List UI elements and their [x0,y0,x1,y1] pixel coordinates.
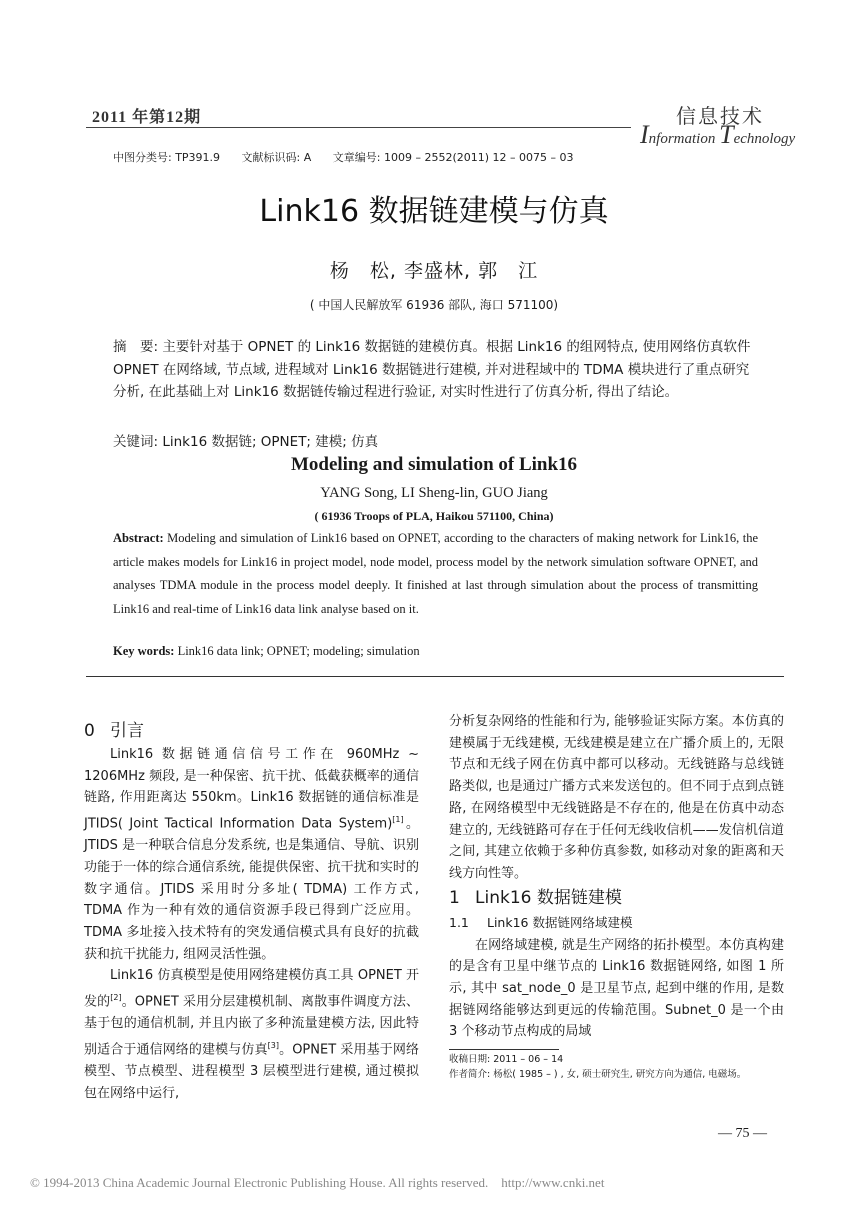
citation-ref: [1] [392,815,404,825]
keywords-en [113,644,420,659]
section-title: Link16 数据链建模 [475,887,622,908]
paragraph [84,744,419,965]
article-meta [113,149,592,165]
paper-title-en: Modeling and simulation of Link16 [290,454,578,475]
citation-ref: [3] [267,1040,279,1050]
abstract-en-text: Modeling and simulation of Link16 based on OPNET, according to the characters of making network for Link16, the article makes models for Link16 in project model, node model, process model by the network simulation software OPNET, and analyses TDMA module in the process model deeply. It finished at last through simulation about the process of transmitting Link16 and real-time of Link16 data link analyse based on it. [113,531,758,616]
paragraph-text: Link16 数据链通信信号工作在 960MHz ~ 1206MHz 频段, 是一种保密、抗干扰、低截获概率的通信链路, 作用距离达 550km。Link16 数据链的通信标准是 JTIDS( Joint Tactical Information Data System) [84,747,419,832]
page-number: — 75 — [718,1126,767,1141]
section-number: 1 [449,887,460,908]
affiliation-en-text: ( 61936 Troops of PLA, Haikou 571100, China) [314,509,554,523]
citation-ref: [2] [110,993,122,1003]
paragraph: 在网络域建模, 就是生产网络的拓扑模型。本仿真构建的是含有卫星中继节点的 Link16 数据链网络, 如图 1 所示, 其中 sat_node_0 是卫星节点, 起到中继的作用, 是数据链网络能够达到更远的传输范围。Subnet_0 是一个由 3 个移动节点构成的局域 [449,937,784,1040]
abstract-en-label: Abstract: [113,531,164,545]
paragraph-text: 。OPNET 采用基于网络模型、节点模型、进程模型 3 层模型进行建模, 通过模拟包在网络中运行, [84,1042,419,1101]
journal-name-cn: 信息技术 [676,104,764,128]
issue-label: 2011 年第12期 [92,109,202,126]
paragraph-text: Link16 仿真模型是使用网络建模仿真工具 OPNET 开发的 [84,968,419,1010]
footnote [449,1052,789,1082]
section-title: 引言 [110,721,144,741]
document-code: 文献标识码: A [241,151,312,164]
journal-name-en [640,120,795,150]
authors: 杨 松, 李盛林, 郭 江 [329,260,539,282]
author-bio: 作者简介: 杨松( 1985 – ) , 女, 硕士研究生, 研究方向为通信, 电磁场。 [449,1069,747,1080]
abstract-separator [86,676,784,677]
abstract-en [113,527,758,621]
abstract-cn: 摘 要: 主要针对基于 OPNET 的 Link16 数据链的建模仿真。根据 Link16 的组网特点, 使用网络仿真软件 OPNET 在网络域, 节点域, 进程域对 Link16 数据链进行建模, 并对进程域中的 TDMA 模块进行了重点研究分析, 在此基础上对 Link16 数据链传输过程进行验证, 对实时性进行了仿真分析, 得出了结论。 [113,339,751,400]
paper-title: Link16 数据链建模与仿真 [259,194,609,229]
paragraph: 分析复杂网络的性能和行为, 能够验证实际方案。本仿真的建模属于无线建模, 无线建模是建立在广播介质上的, 无限节点和无线子网在仿真中都可以移动。无线链路与总线链路类似, 也是通过广播方式来发送包的。但不同于点到点链路, 在网络模型中无线链路是不存在的, 他是在仿真中动态建立的, 无线链路可存在于任何无线收信机——发信机信道之间, 其建立依赖于多种仿真参数, 如移动对象的距离和天线方向性等。 [449,714,784,881]
affiliation-en [0,509,868,524]
affiliation: ( 中国人民解放军 61936 部队, 海口 571100) [309,298,559,312]
footnote-rule [449,1049,559,1050]
journal-en-rest-2: echnology [733,131,796,147]
subsection-number: 1.1 [449,914,469,930]
subsection-heading-1-1 [449,911,784,935]
header-rule [86,127,631,128]
right-column [449,711,784,1043]
paragraph [84,965,419,1104]
subsection-title: Link16 数据链网络域建模 [487,914,633,930]
keywords-en-label: Key words: [113,644,175,658]
authors-en: YANG Song, LI Sheng-lin, GUO Jiang [320,485,548,501]
journal-en-initial-2: T [719,120,734,149]
keywords-cn: 关键词: Link16 数据链; OPNET; 建模; 仿真 [113,434,379,450]
journal-en-initial-1: I [640,120,649,149]
section-heading-1 [449,885,784,911]
paragraph-text: 。OPNET 采用分层建模机制、离散事件调度方法、基于包的通信机制, 并且内嵌了多种流量建模方法, 因此特别适合于通信网络的建模与仿真 [84,994,419,1058]
paragraph-text: 。JTIDS 是一种联合信息分发系统, 也是集通信、导航、识别功能于一体的综合通信系统, 能提供保密、抗干扰和实时的数字通信。JTIDS 采用时分多址( TDMA) 工作方式, TDMA 作为一种有效的通信资源手段已得到广泛应用。TDMA 多址接入技术特有的突发通信模式具有良好的抗截获和抗干扰能力, 组网灵活性强。 [84,816,419,962]
clc-number: 中图分类号: TP391.9 [113,151,221,164]
section-number: 0 [84,721,95,741]
left-column [84,718,419,1104]
section-heading-intro [84,718,419,744]
keywords-en-text: Link16 data link; OPNET; modeling; simulation [174,644,420,658]
journal-en-rest-1: nformation [648,131,720,147]
copyright-notice: © 1994-2013 China Academic Journal Electronic Publishing House. All rights reserved. http://www.cnki.net [30,1175,605,1190]
article-number: 文章编号: 1009 – 2552(2011) 12 – 0075 – 03 [332,151,574,164]
received-date: 收稿日期: 2011 – 06 – 14 [449,1054,564,1065]
